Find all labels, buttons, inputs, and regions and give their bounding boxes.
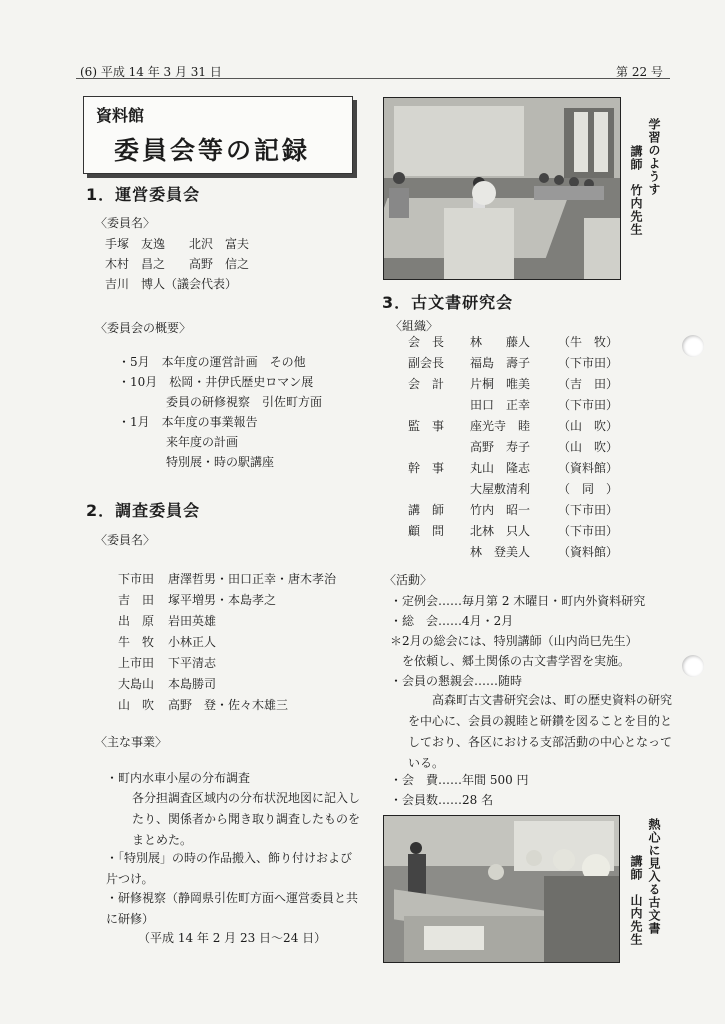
page-title: 委員会等の記録: [114, 136, 311, 165]
area: （下市田）: [558, 356, 619, 370]
role: 副会長: [408, 356, 445, 370]
activity-description: 高森町古文書研究会は、町の歴史資料の研究を中心に、会員の親睦と研鑽を図ることを目的としており、各区における支部活動の中心となっている。: [408, 693, 673, 770]
title-box: [83, 96, 353, 174]
title-small: 資料館: [96, 106, 145, 125]
name: 高野 寿子: [470, 440, 531, 454]
photo1-caption: [646, 118, 661, 196]
org-row: [408, 394, 618, 415]
sec3-org-label: 〈組織〉: [390, 319, 439, 333]
role: 監 事: [408, 419, 445, 433]
work-item-3-date: （平成 14 年 2 月 23 日～24 日）: [138, 931, 327, 945]
member-row: [118, 631, 336, 652]
member-line: 手塚 友逸 北沢 富夫: [105, 237, 250, 251]
sec1-members: [105, 234, 249, 294]
org-row: [408, 373, 618, 394]
member-line: 木村 昌之 高野 信之: [105, 257, 250, 271]
section1-heading: 1．運営委員会: [86, 185, 201, 204]
overview-line: 特別展・時の駅講座: [118, 455, 275, 469]
overview-line: 委員の研修視察 引佐町方面: [118, 395, 323, 409]
activity-line: ・総 会……4月・2月: [390, 614, 514, 628]
work-item-3: ・研修視察（静岡県引佐町方面へ運営委員と共に研修）: [106, 891, 359, 926]
member-row: [118, 568, 336, 589]
photo2-caption-1: 熱心に見入る古文書: [647, 818, 661, 935]
role: [408, 478, 470, 499]
sec3-org-table: [408, 331, 618, 562]
name: 丸山 隆志: [470, 461, 531, 475]
sec1-members-label: 〈委員名〉: [95, 216, 156, 230]
name: 大屋敷清利: [470, 482, 531, 496]
name: 林 藤人: [470, 335, 531, 349]
role: 幹 事: [408, 461, 445, 475]
lecture-scene: [384, 98, 620, 279]
name: 林 登美人: [470, 545, 531, 559]
area: 大島山: [118, 677, 155, 691]
study-photo: [383, 815, 620, 963]
activity-line: ・会員の懇親会……随時: [390, 674, 523, 688]
role: 会 長: [408, 335, 445, 349]
names: 塚平増男・本島孝之: [168, 593, 277, 607]
sec1-overview: [118, 352, 322, 472]
org-row: [408, 415, 618, 436]
overview-line: ・5月 本年度の運営計画 その他: [118, 355, 306, 369]
section2-heading: 2．調査委員会: [86, 501, 201, 520]
section3-heading: 3．古文書研究会: [382, 293, 514, 312]
area: 山 吹: [118, 698, 155, 712]
member-row: [118, 589, 336, 610]
area: （ 同 ）: [558, 482, 619, 496]
name: 竹内 昭一: [470, 503, 531, 517]
sec3-activities: [390, 591, 645, 691]
names: 唐澤哲男・田口正幸・唐木孝治: [168, 572, 337, 586]
photo2-caption: [646, 818, 661, 935]
area: 下市田: [118, 572, 155, 586]
names: 岩田英雄: [168, 614, 217, 628]
photo2-caption-b: [628, 855, 643, 946]
study-scene: [384, 816, 619, 962]
photo2-caption-2: 講師 山内先生: [629, 855, 643, 946]
area: （下市田）: [558, 524, 619, 538]
org-row: [408, 436, 618, 457]
org-row: [408, 457, 618, 478]
area: 吉 田: [118, 593, 155, 607]
role: 顧 問: [408, 524, 445, 538]
role: [408, 394, 470, 415]
names: 下平清志: [168, 656, 217, 670]
area: 出 原: [118, 614, 155, 628]
issue-date: (6) 平成 14 年 3 月 31 日: [80, 65, 222, 79]
org-row: [408, 541, 618, 562]
punch-hole: [682, 655, 704, 677]
role: [408, 436, 470, 457]
names: 小林正人: [168, 635, 217, 649]
overview-line: ・10月 松岡・井伊氏歴史ロマン展: [118, 375, 314, 389]
overview-line: ・1月 本年度の事業報告: [118, 415, 258, 429]
role: 会 計: [408, 377, 445, 391]
member-row: [118, 652, 336, 673]
activity-line: ・定例会……毎月第 2 木曜日・町内外資料研究: [390, 594, 646, 608]
name: 田口 正幸: [470, 398, 531, 412]
area: （資料館）: [558, 545, 619, 559]
activity-members: ・会員数……28 名: [390, 793, 494, 807]
org-row: [408, 499, 618, 520]
issue-number: 第 22 号: [616, 65, 663, 79]
sec2-works-label: 〈主な事業〉: [95, 735, 168, 749]
overview-line: 来年度の計画: [118, 435, 239, 449]
sec3-activity-label: 〈活動〉: [384, 573, 433, 587]
area: （山 吹）: [558, 419, 619, 433]
area: （下市田）: [558, 398, 619, 412]
name: 片桐 唯美: [470, 377, 531, 391]
org-row: [408, 520, 618, 541]
name: 福島 壽子: [470, 356, 531, 370]
work-item-2: ・「特別展」の時の作品搬入、飾り付けおよび片つけ。: [106, 851, 353, 886]
photo1-caption-2: 講師 竹内先生: [629, 145, 643, 236]
names: 高野 登・佐々木雄三: [168, 698, 289, 712]
sec2-members-table: [118, 568, 336, 715]
member-row: [118, 610, 336, 631]
area: （資料館）: [558, 461, 619, 475]
area: （牛 牧）: [558, 335, 619, 349]
work-item-1-desc: 各分担調査区域内の分布状況地図に記入したり、関係者から聞き取り調査したものをまとめた。: [132, 791, 361, 847]
org-row: [408, 331, 618, 352]
sec1-overview-label: 〈委員会の概要〉: [95, 321, 192, 335]
name: 座光寺 睦: [470, 419, 531, 433]
org-row: [408, 352, 618, 373]
punch-hole: [682, 335, 704, 357]
sec2-members-label: 〈委員名〉: [95, 533, 156, 547]
photo1-caption-b: [628, 145, 643, 236]
area: （下市田）: [558, 503, 619, 517]
work-item-1: ・町内水車小屋の分布調査: [106, 771, 251, 785]
lecture-photo: [383, 97, 621, 280]
member-row: [118, 673, 336, 694]
area: 上市田: [118, 656, 155, 670]
area: （吉 田）: [558, 377, 619, 391]
header-rule: [76, 78, 670, 79]
member-line: 吉川 博人（議会代表）: [105, 277, 238, 291]
member-row: [118, 694, 336, 715]
role: 講 師: [408, 503, 445, 517]
org-row: [408, 478, 618, 499]
name: 北林 只人: [470, 524, 531, 538]
area: 牛 牧: [118, 635, 155, 649]
activity-line: ＊2月の総会には、特別講師（山内尚巳先生）: [390, 634, 638, 648]
area: （山 吹）: [558, 440, 619, 454]
names: 本島勝司: [168, 677, 217, 691]
activity-fee: ・会 費……年間 500 円: [390, 773, 529, 787]
activity-line: を依頼し、郷土関係の古文書学習を実施。: [390, 654, 631, 668]
role: [408, 541, 470, 562]
photo1-caption-1: 学習のようす: [647, 118, 661, 196]
